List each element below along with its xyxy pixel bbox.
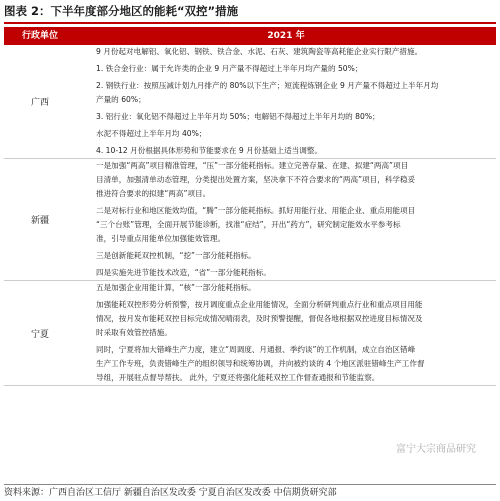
watermark-text: 富宁大宗商品研究 [396, 444, 476, 455]
measure-line: 二是对标行业和地区能效均值，“腾”一部分能耗指标。抓好用能行业、用能企业、重点用能项目 [96, 206, 416, 215]
measure-line: 三是创新能耗双控机制，“挖”一部分能耗指标。 [96, 251, 256, 260]
measure-line: 产量的 60%； [96, 95, 146, 104]
measure-line: 五是加强企业用能计算，“核”一部分能耗指标。 [96, 283, 256, 292]
measure-line: 生产工作专班，负责错峰生产的组织领导和统筹协调，并向被约谈的 4 个地区派驻错峰生产工作督 [96, 359, 425, 368]
measure-line: 加强能耗双控形势分析预警，按月调度重点企业用能情况，全面分析研判重点行业和重点项目用能 [96, 300, 423, 309]
measure-line: 同时，宁夏将加大错峰生产力度，建立“周调度、月通报、季约谈”的工作机制，成立自治区错峰 [96, 345, 416, 354]
measure-line: 时采取有效管控措施。 [96, 328, 172, 337]
measures-cell [76, 45, 496, 158]
table-header [4, 27, 496, 45]
region-cell: 新疆 [30, 216, 49, 226]
source-note: 资料来源：广西自治区工信厅 新疆自治区发改委 宁夏自治区发改委 中信期货研究部 [4, 484, 496, 501]
measure-line: 推进符合要求的拟建“两高”项目。 [96, 189, 211, 198]
measure-line: 导组，开展驻点督导帮扶。 此外，宁夏还将强化能耗双控工作督查通报和节能监察。 [96, 373, 380, 382]
row-ningxia [4, 281, 496, 386]
measure-line: 情况，按月发布能耗双控目标完成情况晴雨表，及时预警提醒，督促各地根据双控进度目标情况及 [96, 314, 423, 323]
measures-cell [76, 281, 496, 385]
measure-line: “三个台账”管理，全面开展节能诊断，找准“症结”，开出“药方”，研究制定能效水平参考标 [96, 220, 401, 229]
row-xinjiang [4, 159, 496, 281]
measure-line: 9 月份起对电解铝、氧化铝、钢铁、铁合金、水泥、石灰、建筑陶瓷等高耗能企业实行限产措施。 [96, 47, 423, 56]
measure-line: 4. 10-12 月份根据具体形势和节能要求在 9 月份基础上适当调整。 [96, 146, 323, 155]
row-guangxi [4, 45, 496, 159]
measure-line: 2. 钢铁行业：按照压减计划九月排产的 80%以下生产；短流程炼钢企业 9 月产量不得超过上半年月均 [96, 81, 439, 90]
header-year: 2021 年 [267, 31, 305, 41]
measure-line: 准，引导重点用能单位加强能效管理。 [96, 234, 226, 243]
measure-line: 1. 铁合金行业：属于允许类的企业 9 月产量不得超过上半年月均产量的 50%； [96, 64, 363, 73]
measure-line: 目清单，加强清单动态管理，分类提出处置方案，坚决拿下不符合要求的“两高”项目，科学稳妥 [96, 175, 416, 184]
header-region: 行政单位 [21, 31, 58, 41]
figure-title: 图表 2：下半年度部分地区的能耗“双控”措施 [4, 2, 496, 24]
measure-line: 四是实施先进节能技术改造，“省”一部分能耗指标。 [96, 268, 271, 277]
measure-line: 一是加强“两高”项目精准管理，“压”一部分能耗指标。建立完善存量、在建、拟建“两高”项目 [96, 161, 409, 170]
measure-line: 水泥不得超过上半年月均 40%； [96, 129, 207, 138]
measure-line: 3. 铝行业：氧化铝不得超过上半年月均 50%；电解铝不得超过上半年月均的 80%； [96, 112, 380, 121]
region-cell: 广西 [30, 98, 49, 108]
measures-cell [76, 159, 496, 280]
region-cell: 宁夏 [30, 329, 49, 340]
measures-table [4, 27, 496, 386]
